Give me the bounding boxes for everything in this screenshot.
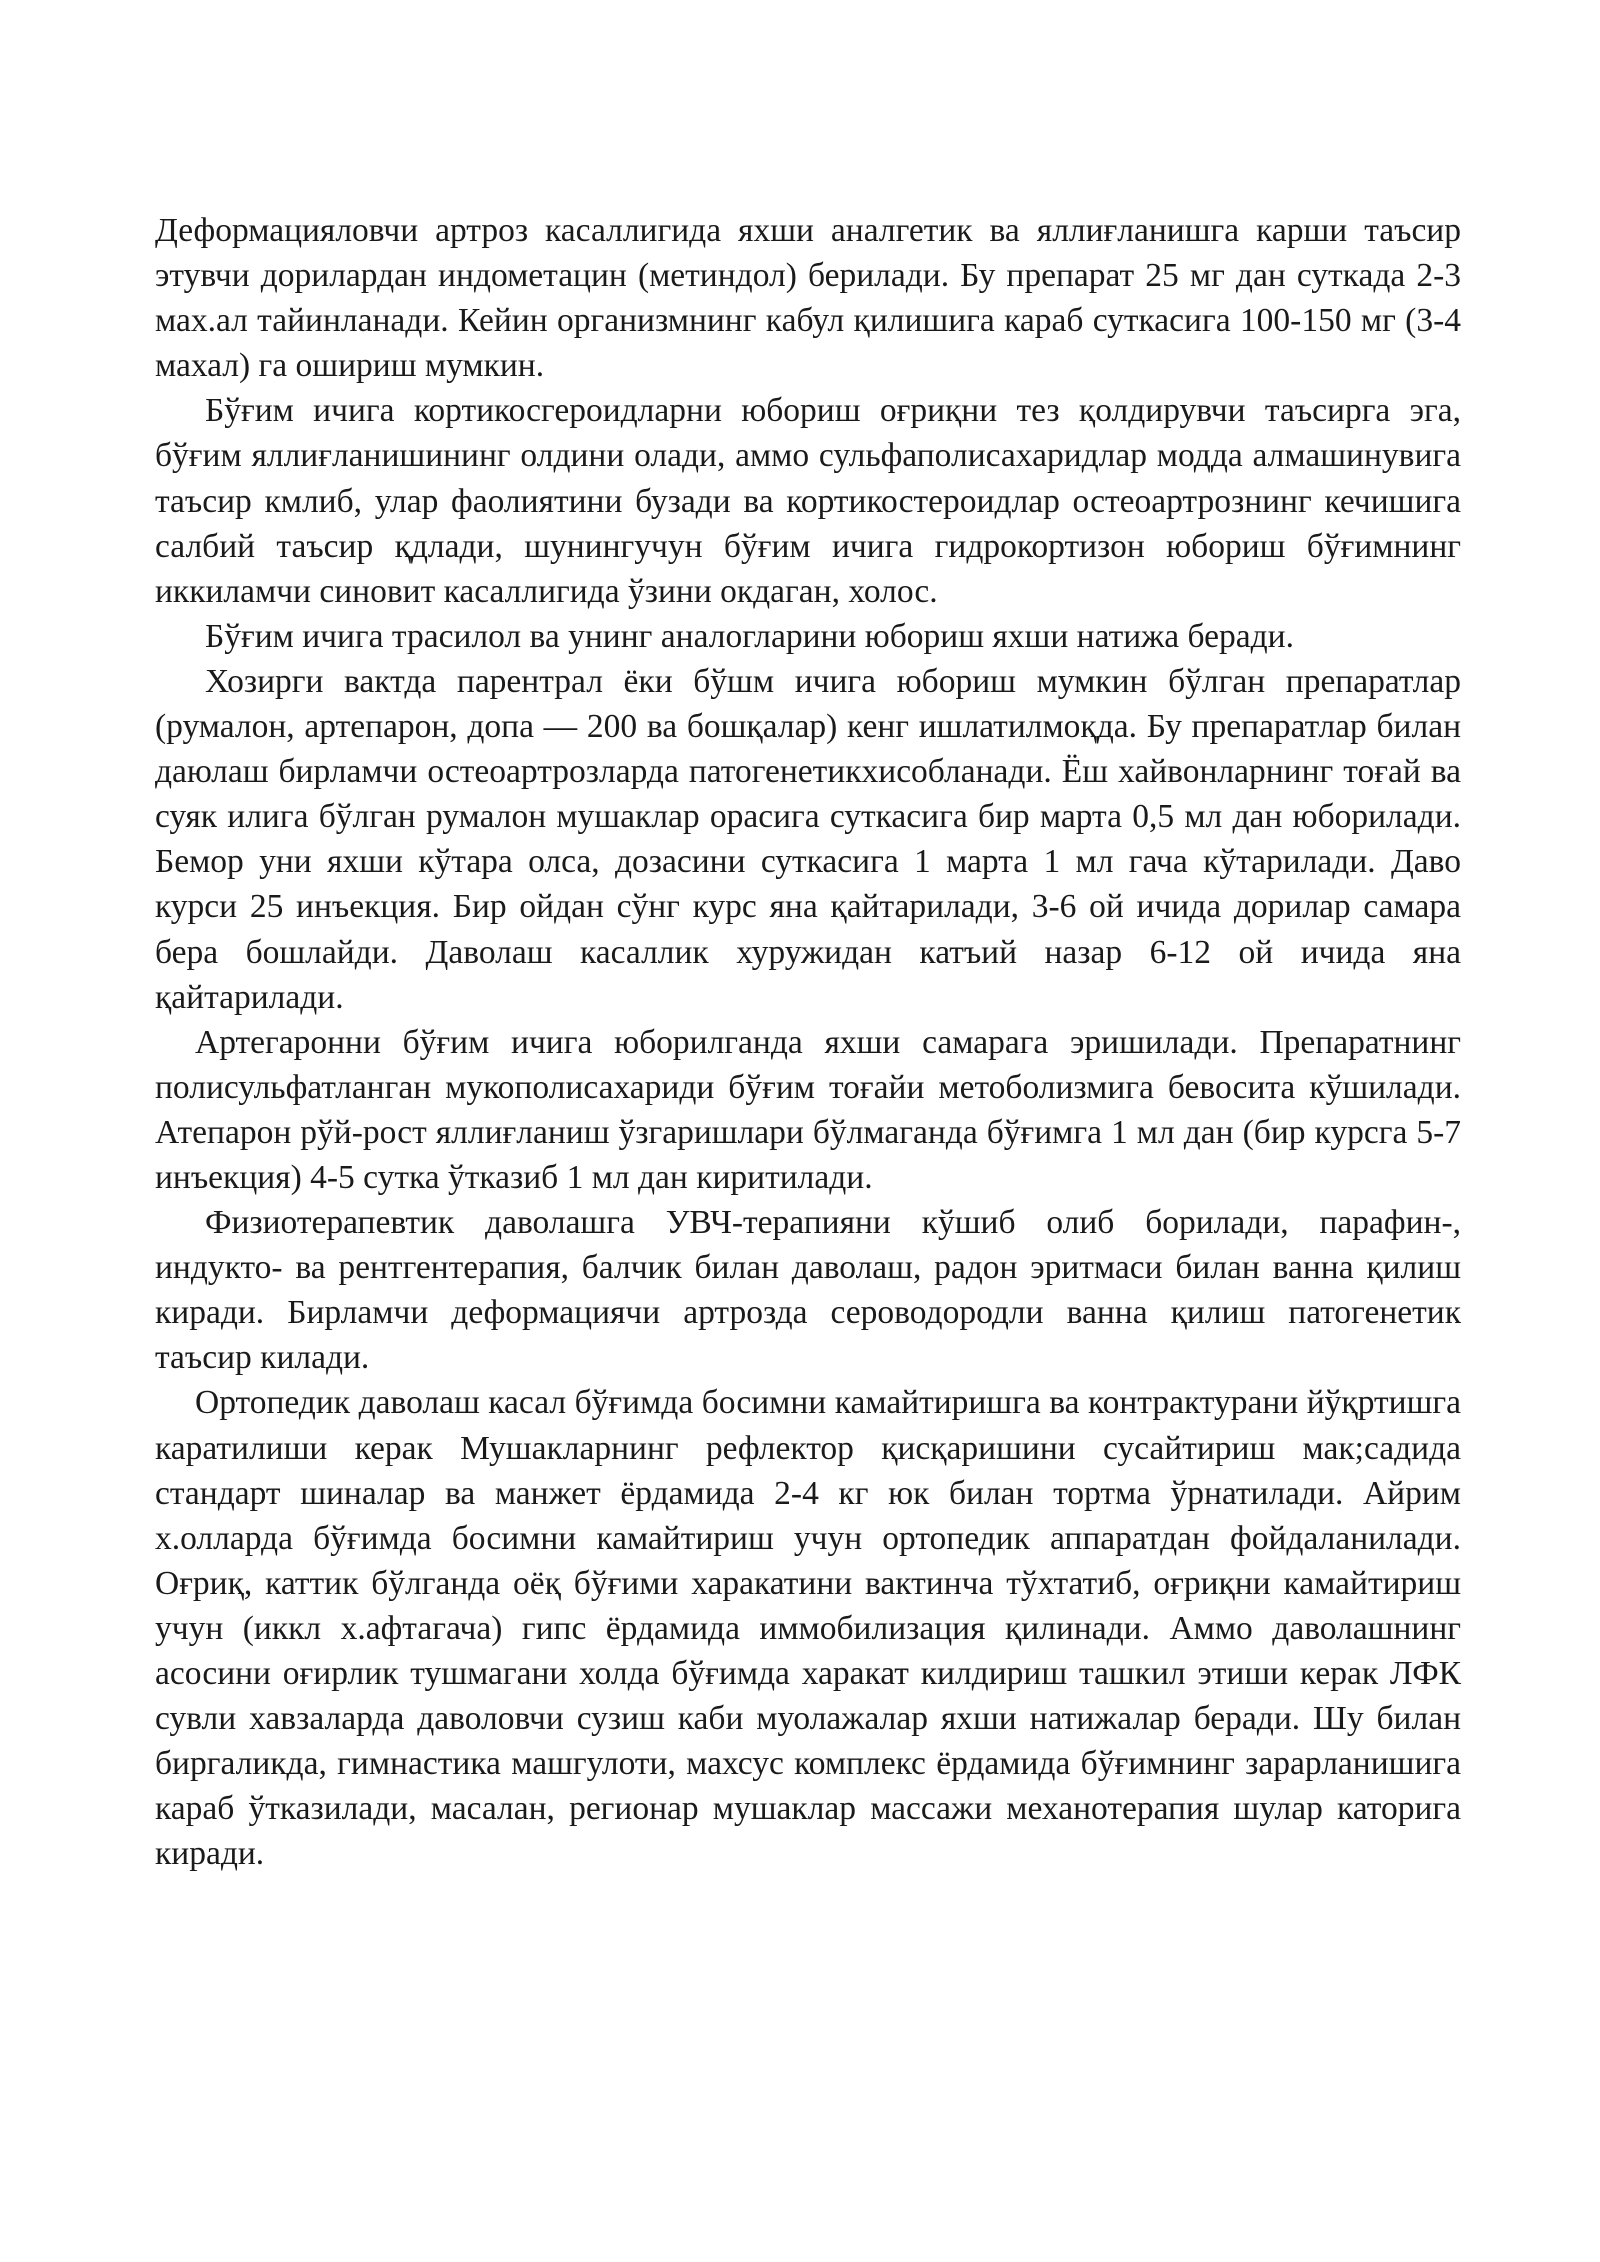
document-body [155,208,1461,1876]
paragraph-3: Бўғим ичига трасилол ва унинг аналогларини юбориш яхши натижа беради. [205,617,1294,655]
paragraph-1: Деформацияловчи артроз касаллигида яхши аналгетик ва яллиғланишга карши таъсир этувчи дорилардан индометацин (метиндол) берилади. Бу препарат 25 мг дан суткада 2-3 мах.ал тайинланади. Кейин организмнинг кабул қилишига караб суткасига 100-150 мг (3-4 махал) га ошириш мумкин. [155,212,1461,385]
paragraph-5: Артегаронни бўғим ичига юборилганда яхши самарага эришилади. Препаратнинг полисульфатланган мукополисахариди бўғим тоғайи метоболизмига бевосита кўшилади. Атепарон рўй-рост яллиғланиш ўзгаришлари бўлмаганда бўғимга 1 мл дан (бир курсга 5-7 инъекция) 4-5 сутка ўтказиб 1 мл дан киритилади. [155,1023,1461,1196]
paragraph-6: Физиотерапевтик даволашга УВЧ-терапияни кўшиб олиб борилади, парафин-, индукто- ва рентгентерапия, балчик билан даволаш, радон эритмаси билан ванна қилиш киради. Бирламчи деформациячи артрозда сероводородли ванна қилиш патогенетик таъсир килади. [155,1204,1461,1377]
paragraph-2: Бўғим ичига кортикосгероидларни юбориш оғриқни тез қолдирувчи таъсирга эга, бўғим яллиғланишининг олдини олади, аммо сульфаполисахаридлар модда алмашинувига таъсир кмлиб, улар фаолиятини бузади ва кортикостероидлар остеоартрознинг кечишига салбий таъсир қдлади, шунингучун бўғим ичига гидрокортизон юбориш бўғимнинг иккиламчи синовит касаллигида ўзини окдаган, холос. [155,392,1461,610]
paragraph-7: Ортопедик даволаш касал бўғимда босимни камайтиришга ва контрактурани йўқртишга каратилиши керак Мушакларнинг рефлектор қисқаришини сусайтириш мак;садида стандарт шиналар ва манжет ёрдамида 2-4 кг юк билан тортма ўрнатилади. Айрим х.олларда бўғимда босимни камайтириш учун ортопедик аппаратдан фойдаланилади. Оғриқ, каттик бўлганда оёқ бўғими харакатини вактинча тўхтатиб, оғриқни камайтириш учун (иккл х.афтагача) гипс ёрдамида иммобилизация қилинади. Аммо даволашнинг асосини оғирлик тушмагани холда бўғимда харакат килдириш ташкил этиши керак ЛФК сувли хавзаларда даволовчи сузиш каби муолажалар яхши натижалар беради. Шу билан биргаликда, гимнастика машгулоти, махсус комплекс ёрдамида бўғимнинг зарарланишига караб ўтказилади, масалан, регионар мушаклар массажи механотерапия шулар каторига киради. [155,1384,1461,1873]
paragraph-4: Хозирги вактда парентрал ёки бўшм ичига юбориш мумкин бўлган препаратлар (румалон, артепарон, допа — 200 ва бошқалар) кенг ишлатилмоқда. Бу препаратлар билан даюлаш бирламчи остеоартрозларда патогенетикхисобланади. Ёш хайвонларнинг тоғай ва суяк илига бўлган румалон мушаклар орасига суткасига бир марта 0,5 мл дан юборилади. Бемор уни яхши кўтара олса, дозасини суткасига 1 марта 1 мл гача кўтарилади. Даво курси 25 инъекция. Бир ойдан сўнг курс яна қайтарилади, 3-6 ой ичида дорилар самара бера бошлайди. Даволаш касаллик хуружидан катъий назар 6-12 ой ичида яна қайтарилади. [155,662,1461,1016]
